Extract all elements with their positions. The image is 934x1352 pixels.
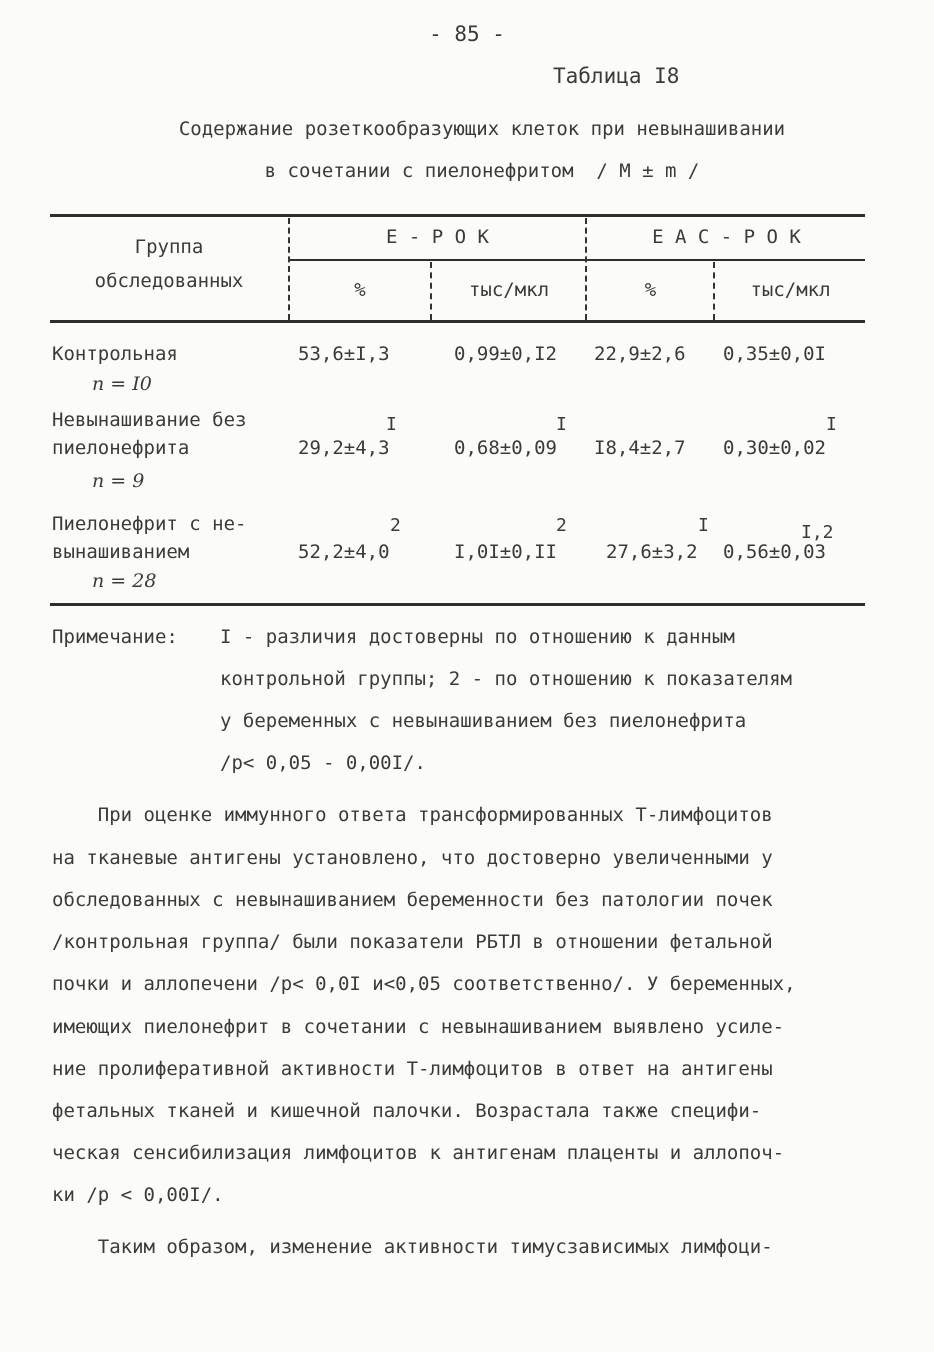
table-bottom-rule [50, 603, 865, 606]
table-cell: 22,9±2,6 [594, 343, 686, 365]
paragraph-line: обследованных с невынашиванием беременности без патологии почек [52, 889, 773, 911]
table-divider [585, 218, 587, 320]
row-name: Невынашивание без [52, 409, 247, 431]
row-name: вынашиванием [52, 541, 190, 563]
page-number: - 85 - [429, 22, 505, 46]
significance-mark: 2 [390, 515, 401, 536]
paragraph-line: фетальных тканей и кишечной палочки. Возрастала также специфи- [52, 1100, 762, 1122]
row-n-label: n = 28 [92, 570, 157, 592]
note-label: Примечание: [52, 626, 178, 648]
paragraph-line: на тканевые антигены установлено, что достоверно увеличенными у [52, 847, 773, 869]
significance-mark: I [386, 414, 397, 435]
group-header: обследованных [94, 270, 244, 292]
paragraph-line: ние пролиферативной активности Т-лимфоцитов в ответ на антигены [52, 1058, 773, 1080]
significance-mark: I [556, 414, 567, 435]
paragraph-line: имеющих пиелонефрит в сочетании с невынашиванием выявлено усиле- [52, 1016, 785, 1038]
table-caption-line-1: Содержание розеткообразующих клеток при невынашивании [178, 118, 786, 140]
group-header: Группа [134, 236, 204, 258]
table-cell: 0,30±0,02 [723, 437, 826, 459]
table-cell: 0,35±0,0I [723, 343, 826, 365]
note-line: I - различия достоверны по отношению к данным [220, 626, 735, 648]
table-caption-line-2: в сочетании с пиелонефритом / M ± m / [264, 160, 700, 182]
note-line: /p< 0,05 - 0,00I/. [220, 752, 426, 774]
table-cell: 0,68±0,09 [454, 437, 557, 459]
table-cell: I8,4±2,7 [594, 437, 686, 459]
table-cell: 27,6±3,2 [606, 541, 698, 563]
table-top-rule [50, 214, 865, 217]
row-name: пиелонефрита [52, 437, 190, 459]
paragraph-line: ки /p < 0,00I/. [52, 1184, 224, 1206]
row-n-label: n = 9 [92, 470, 145, 492]
paragraph-line: ческая сенсибилизация лимфоцитов к антигенам плаценты и аллопоч- [52, 1142, 785, 1164]
table-cell: 53,6±I,3 [298, 343, 390, 365]
paragraph-line: /контрольная группа/ были показатели РБТЛ в отношении фетальной [52, 931, 773, 953]
eac-rok-header: Е А С - Р О К [652, 226, 801, 248]
row-name: Контрольная [52, 343, 178, 365]
significance-mark: I [698, 515, 709, 536]
row-n-label: n = I0 [92, 373, 152, 395]
significance-mark: I,2 [801, 522, 834, 543]
row-name: Пиелонефрит с не- [52, 513, 247, 535]
table-subheader-rule [290, 259, 865, 261]
paragraph-line: При оценке иммунного ответа трансформированных Т-лимфоцитов [52, 804, 773, 826]
significance-mark: 2 [556, 515, 567, 536]
subheader-percent: % [644, 279, 657, 301]
table-header-bottom-rule [50, 320, 865, 323]
subheader-count: тыс/мкл [750, 279, 831, 301]
table-cell: 29,2±4,3 [298, 437, 390, 459]
table-cell: 52,2±4,0 [298, 541, 390, 563]
subheader-count: тыс/мкл [468, 279, 550, 301]
paragraph-line: почки и аллопечени /p< 0,0I и<0,05 соответственно/. У беременных, [52, 973, 796, 995]
table-divider [713, 262, 715, 320]
table-label: Таблица I8 [553, 64, 680, 88]
significance-mark: I [826, 414, 837, 435]
table-cell: I,0I±0,II [454, 541, 557, 563]
note-line: контрольной группы; 2 - по отношению к показателям [220, 668, 792, 690]
paragraph-line: Таким образом, изменение активности тимусзависимых лимфоци- [52, 1236, 773, 1258]
table-cell: 0,99±0,I2 [454, 343, 557, 365]
note-line: у беременных с невынашиванием без пиелонефрита [220, 710, 747, 732]
table-divider [430, 262, 432, 320]
subheader-percent: % [354, 279, 366, 301]
table-cell: 0,56±0,03 [723, 541, 826, 563]
e-rok-header: Е - Р О К [386, 226, 489, 248]
